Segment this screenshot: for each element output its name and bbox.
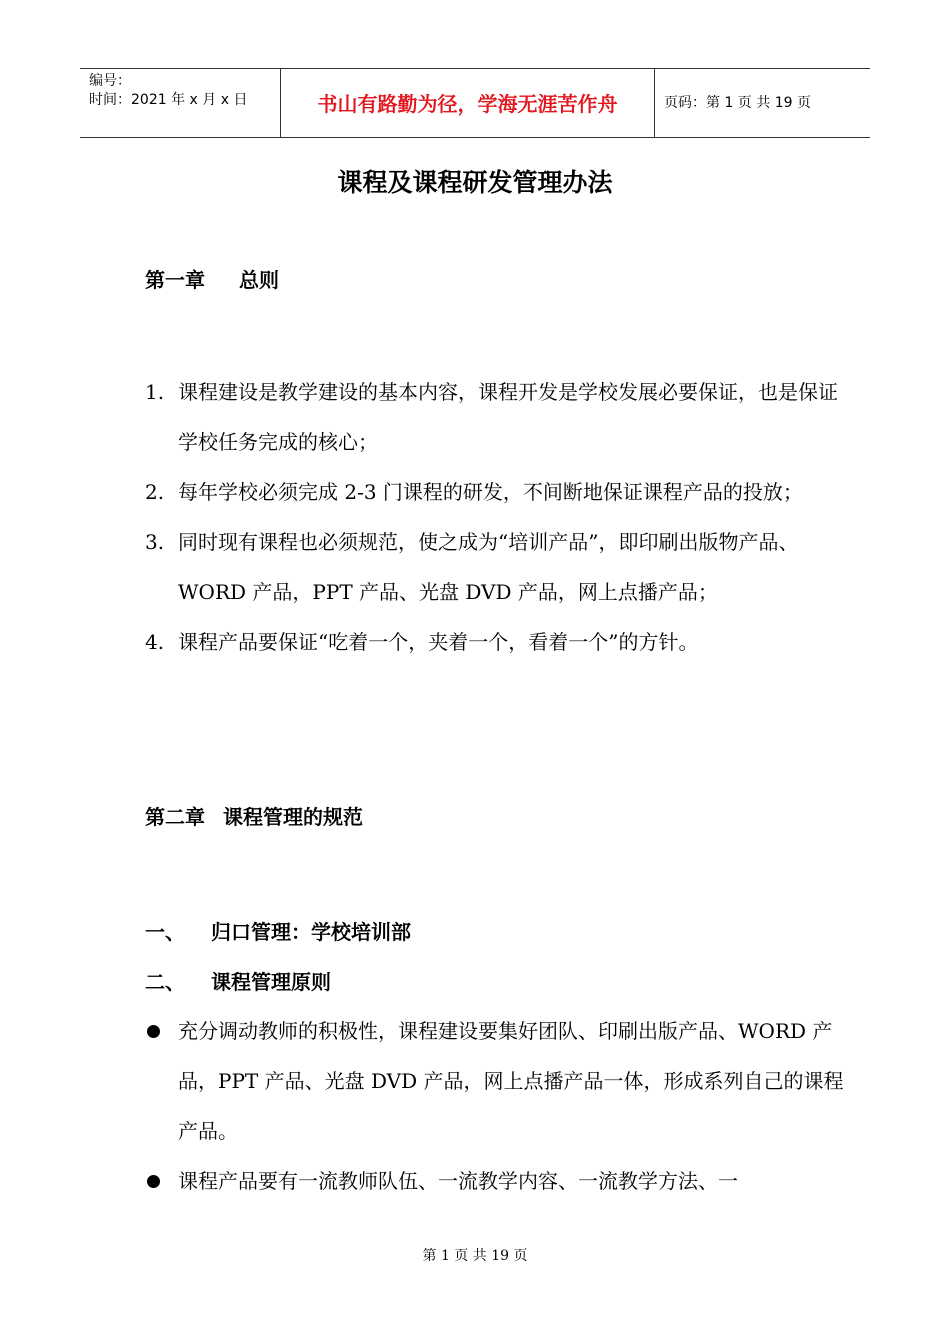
list-item [145,517,845,617]
motto: 书山有路勤为径，学海无涯苦作舟 [317,92,618,116]
list-item-number: 1. [145,380,165,404]
list-item-text: 同时现有课程也必须规范，使之成为“培训产品”，即印刷出版物产品、WORD 产品，PPT 产品、光盘 DVD 产品，网上点播产品； [178,530,799,604]
section-mark: 二、 [145,970,185,994]
header-right-cell [654,69,870,137]
chapter1-heading [145,266,279,294]
chapter2-name: 课程管理的规范 [223,805,363,829]
bullet-dot-icon [147,1175,160,1188]
header-left-cell [80,69,280,137]
list-item-number: 4. [145,630,165,654]
list-item [145,467,845,517]
chapter1-list [145,367,845,667]
header-center-cell [280,69,655,137]
section-heading [145,918,411,946]
bullet-list [145,1006,845,1206]
list-item-text: 课程产品要保证“吃着一个，夹着一个，看着一个”的方针。 [178,630,699,654]
bullet-dot-icon [147,1025,160,1038]
bullet-text: 课程产品要有一流教师队伍、一流教学内容、一流教学方法、一 [178,1169,738,1193]
document-title: 课程及课程研发管理办法 [337,168,613,197]
number-label: 编号： [89,73,131,89]
header-table [80,68,870,138]
list-item-text: 课程建设是教学建设的基本内容，课程开发是学校发展必要保证，也是保证学校任务完成的核心； [178,380,838,454]
page-info: 页码：第 1 页 共 19 页 [664,95,811,111]
chapter1-name: 总则 [239,268,279,292]
page-footer: 第 1 页 共 19 页 [422,1248,528,1264]
chapter2-number: 第二章 [145,805,205,829]
chapter1-number: 第一章 [145,268,205,292]
list-item-number: 3. [145,530,165,554]
bullet-item [145,1156,845,1206]
section-text: 课程管理原则 [211,970,331,994]
bullet-item [145,1006,845,1156]
list-item-text: 每年学校必须完成 2-3 门课程的研发，不间断地保证课程产品的投放； [178,480,803,504]
bullet-text: 充分调动教师的积极性，课程建设要集好团队、印刷出版产品、WORD 产品，PPT 产品、光盘 DVD 产品，网上点播产品一体，形成系列自己的课程产品。 [178,1019,844,1143]
list-item-number: 2. [145,480,165,504]
list-item [145,367,845,467]
chapter2-heading [145,803,363,831]
list-item [145,617,845,667]
time-label: 时间：2021 年 x 月 x 日 [89,92,248,108]
section-heading [145,968,331,996]
section-mark: 一、 [145,920,185,944]
section-text: 归口管理：学校培训部 [211,920,411,944]
